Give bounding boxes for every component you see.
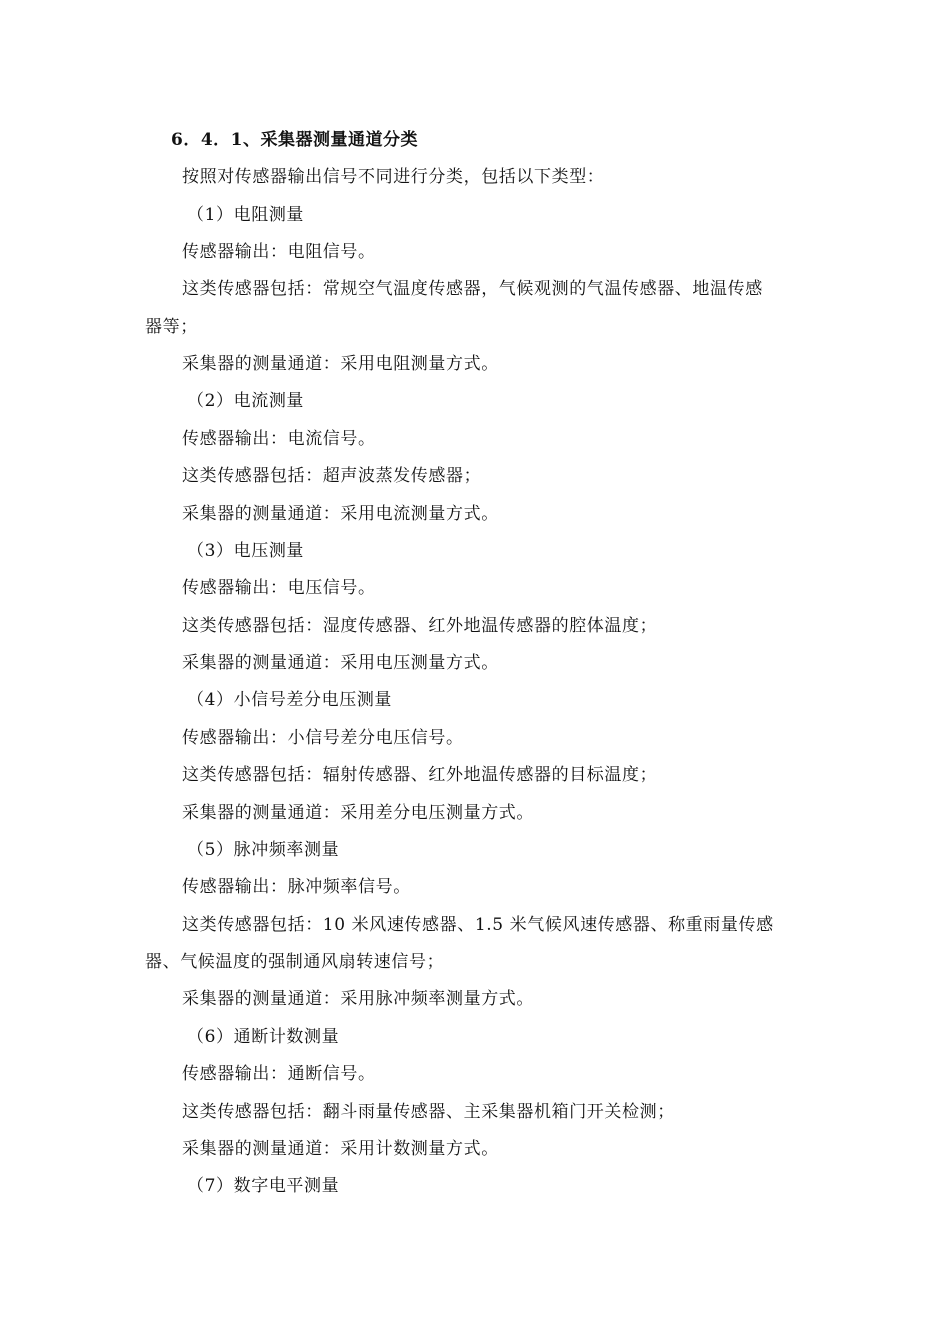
item-2-sensors: 这类传感器包括：超声波蒸发传感器； bbox=[182, 466, 482, 486]
item-1-channel: 采集器的测量通道：采用电阻测量方式。 bbox=[182, 354, 499, 374]
item-3-sensors: 这类传感器包括：湿度传感器、红外地温传感器的腔体温度； bbox=[182, 616, 658, 636]
item-4-sensors: 这类传感器包括：辐射传感器、红外地温传感器的目标温度； bbox=[182, 765, 658, 785]
item-2-output: 传感器输出：电流信号。 bbox=[182, 429, 376, 449]
item-5-title: （5）脉冲频率测量 bbox=[187, 840, 340, 860]
item-5-sensors: 这类传感器包括：10 米风速传感器、1.5 米气候风速传感器、称重雨量传感 bbox=[182, 915, 774, 935]
item-6-channel: 采集器的测量通道：采用计数测量方式。 bbox=[182, 1139, 499, 1159]
item-4-title: （4）小信号差分电压测量 bbox=[187, 690, 393, 710]
item-4-output: 传感器输出：小信号差分电压信号。 bbox=[182, 728, 464, 748]
item-1-sensors: 这类传感器包括：常规空气温度传感器，气候观测的气温传感器、地温传感 bbox=[182, 279, 763, 299]
item-1-title: （1）电阻测量 bbox=[187, 205, 305, 225]
item-6-title: （6）通断计数测量 bbox=[187, 1027, 340, 1047]
item-5-output: 传感器输出：脉冲频率信号。 bbox=[182, 877, 411, 897]
item-2-title: （2）电流测量 bbox=[187, 391, 305, 411]
item-2-channel: 采集器的测量通道：采用电流测量方式。 bbox=[182, 504, 499, 524]
item-5-channel: 采集器的测量通道：采用脉冲频率测量方式。 bbox=[182, 989, 534, 1009]
section-heading: 6．4．1、采集器测量通道分类 bbox=[171, 130, 418, 150]
item-7-title: （7）数字电平测量 bbox=[187, 1176, 340, 1196]
item-3-title: （3）电压测量 bbox=[187, 541, 305, 561]
item-5-sensors-continued: 器、气候温度的强制通风扇转速信号； bbox=[145, 952, 445, 972]
item-1-output: 传感器输出：电阻信号。 bbox=[182, 242, 376, 262]
item-3-channel: 采集器的测量通道：采用电压测量方式。 bbox=[182, 653, 499, 673]
item-3-output: 传感器输出：电压信号。 bbox=[182, 578, 376, 598]
item-1-sensors-continued: 器等； bbox=[145, 317, 198, 337]
item-4-channel: 采集器的测量通道：采用差分电压测量方式。 bbox=[182, 803, 534, 823]
intro-paragraph: 按照对传感器输出信号不同进行分类，包括以下类型： bbox=[182, 167, 605, 187]
item-6-sensors: 这类传感器包括：翻斗雨量传感器、主采集器机箱门开关检测； bbox=[182, 1102, 675, 1122]
item-6-output: 传感器输出：通断信号。 bbox=[182, 1064, 376, 1084]
